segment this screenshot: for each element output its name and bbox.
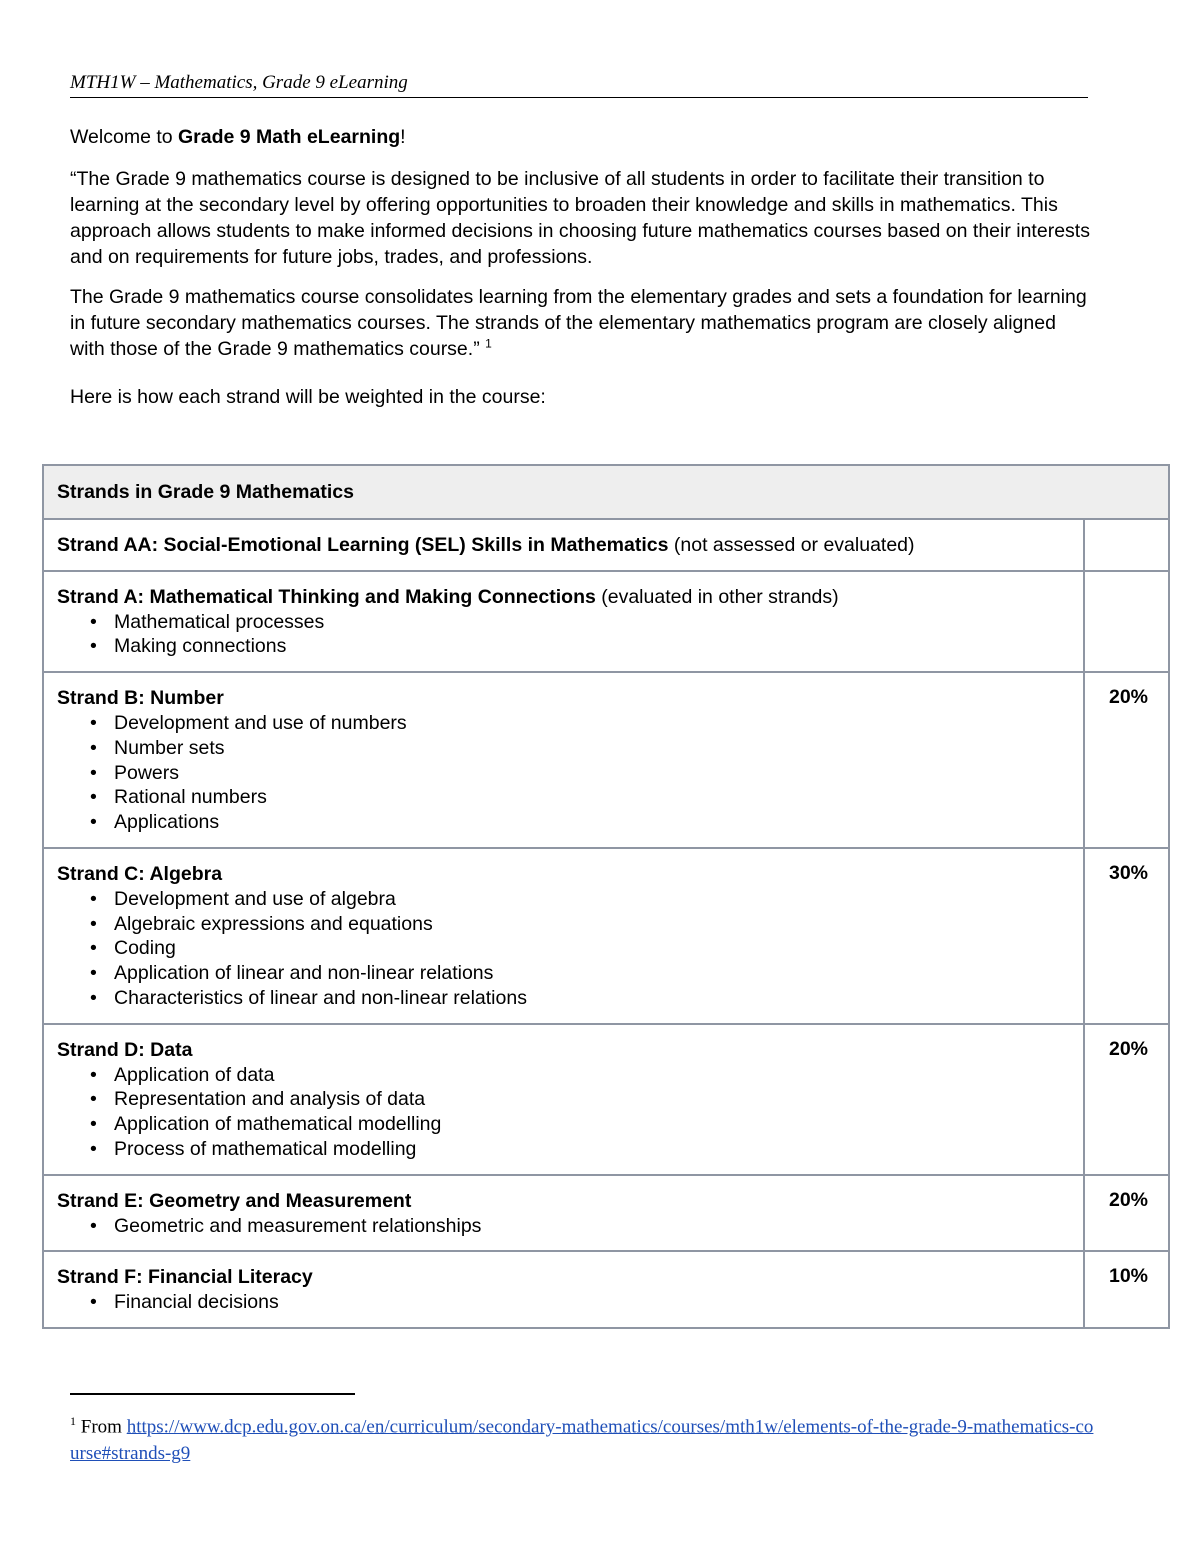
strand-topic-item: • Making connections	[57, 634, 1070, 659]
strand-row	[43, 571, 1169, 672]
strand-topic-item: • Development and use of algebra	[57, 887, 1070, 912]
strand-topic-item: • Number sets	[57, 736, 1070, 761]
strand-weight-cell: 30%	[1084, 848, 1169, 1024]
strand-title: Strand E: Geometry and Measurement	[57, 1189, 412, 1212]
strand-topic-list	[57, 1063, 1070, 1162]
footnote	[70, 1408, 1100, 1467]
intro-section	[70, 124, 1090, 424]
footnote-reference[interactable]: 1	[485, 336, 492, 351]
strand-topic-item: • Mathematical processes	[57, 610, 1070, 635]
welcome-line	[70, 124, 1090, 150]
strand-topic-item: • Applications	[57, 810, 1070, 835]
footnote-prefix: From	[76, 1416, 127, 1438]
strand-weight-cell	[1084, 571, 1169, 672]
strand-description-cell	[43, 1024, 1084, 1175]
strand-topic-item: • Representation and analysis of data	[57, 1087, 1070, 1112]
strand-description-cell	[43, 672, 1084, 848]
strand-topic-item: • Geometric and measurement relationships	[57, 1214, 1070, 1239]
strand-row	[43, 1175, 1169, 1252]
strand-weight-cell: 20%	[1084, 1024, 1169, 1175]
quote-paragraph-1: “The Grade 9 mathematics course is designed to be inclusive of all students in order to facilitate their transition to learning at the secondary level by offering opportunities to broaden their knowledge and skills in mathematics. This approach allows students to make informed decisions in choosing future mathematics courses based on their interests and on requirements for future jobs, trades, and professions.	[70, 168, 1090, 268]
strand-row	[43, 848, 1169, 1024]
strand-topic-item: • Rational numbers	[57, 785, 1070, 810]
strand-topic-item: • Application of mathematical modelling	[57, 1112, 1070, 1137]
strands-table-body	[43, 519, 1169, 1328]
strand-topic-item: • Application of linear and non-linear relations	[57, 961, 1070, 986]
strands-table	[42, 464, 1170, 1329]
strand-row	[43, 672, 1169, 848]
strand-description-cell	[43, 1251, 1084, 1328]
strand-row	[43, 1251, 1169, 1328]
strand-title: Strand AA: Social-Emotional Learning (SEL) Skills in Mathematics	[57, 534, 669, 556]
welcome-prefix: Welcome to	[70, 126, 179, 148]
strand-description-cell	[43, 571, 1084, 672]
footnote-marker: 1	[70, 1414, 76, 1428]
strand-weight-cell: 20%	[1084, 672, 1169, 848]
strands-table-header-row	[43, 465, 1169, 519]
strand-topic-item: • Process of mathematical modelling	[57, 1137, 1070, 1162]
strand-description-cell	[43, 519, 1084, 571]
strand-title: Strand C: Algebra	[57, 862, 223, 885]
strand-title: Strand B: Number	[57, 687, 224, 710]
strand-topic-item: • Application of data	[57, 1063, 1070, 1088]
strand-row	[43, 1024, 1169, 1175]
strand-topic-list	[57, 1290, 1070, 1315]
weight-intro: Here is how each strand will be weighted in the course:	[70, 386, 546, 408]
strand-topic-list	[57, 887, 1070, 1011]
strand-note: (evaluated in other strands)	[595, 585, 839, 608]
strand-title: Strand F: Financial Literacy	[57, 1266, 313, 1289]
strand-description-cell	[43, 848, 1084, 1024]
strand-topic-item: • Powers	[57, 761, 1070, 786]
strand-title: Strand A: Mathematical Thinking and Making Connections	[57, 585, 596, 608]
strand-row	[43, 519, 1169, 571]
welcome-course-name: Grade 9 Math eLearning	[178, 126, 401, 148]
quote-paragraph-2-text: The Grade 9 mathematics course consolidates learning from the elementary grades and sets a foundation for learning in future secondary mathematics courses. The strands of the elementary mathematics program are closely aligned with those of the Grade 9 mathematics course.”	[70, 286, 1087, 360]
strand-topic-list	[57, 1214, 1070, 1239]
strand-weight-cell: 20%	[1084, 1175, 1169, 1252]
strand-topic-item: • Coding	[57, 936, 1070, 961]
quote-paragraph-2	[70, 284, 1090, 362]
strand-title: Strand D: Data	[57, 1038, 193, 1061]
strand-topic-item: • Financial decisions	[57, 1290, 1070, 1315]
strand-topic-item: • Development and use of numbers	[57, 711, 1070, 736]
welcome-suffix: !	[400, 126, 406, 148]
footnote-source-link[interactable]: https://www.dcp.edu.gov.on.ca/en/curriculum/secondary-mathematics/courses/mth1w/elements-of-the-grade-9-mathematics-course#strands-g9	[70, 1416, 1094, 1465]
strand-topic-item: • Algebraic expressions and equations	[57, 912, 1070, 937]
footnote-separator	[70, 1393, 355, 1395]
document-header: MTH1W – Mathematics, Grade 9 eLearning	[70, 72, 1088, 98]
strands-table-heading: Strands in Grade 9 Mathematics	[43, 465, 1169, 519]
strand-topic-item: • Characteristics of linear and non-linear relations	[57, 986, 1070, 1011]
strand-note: (not assessed or evaluated)	[668, 534, 915, 556]
strand-topic-list	[57, 711, 1070, 835]
strand-weight-cell: 10%	[1084, 1251, 1169, 1328]
strand-topic-list	[57, 610, 1070, 660]
strand-description-cell	[43, 1175, 1084, 1252]
strand-weight-cell	[1084, 519, 1169, 571]
